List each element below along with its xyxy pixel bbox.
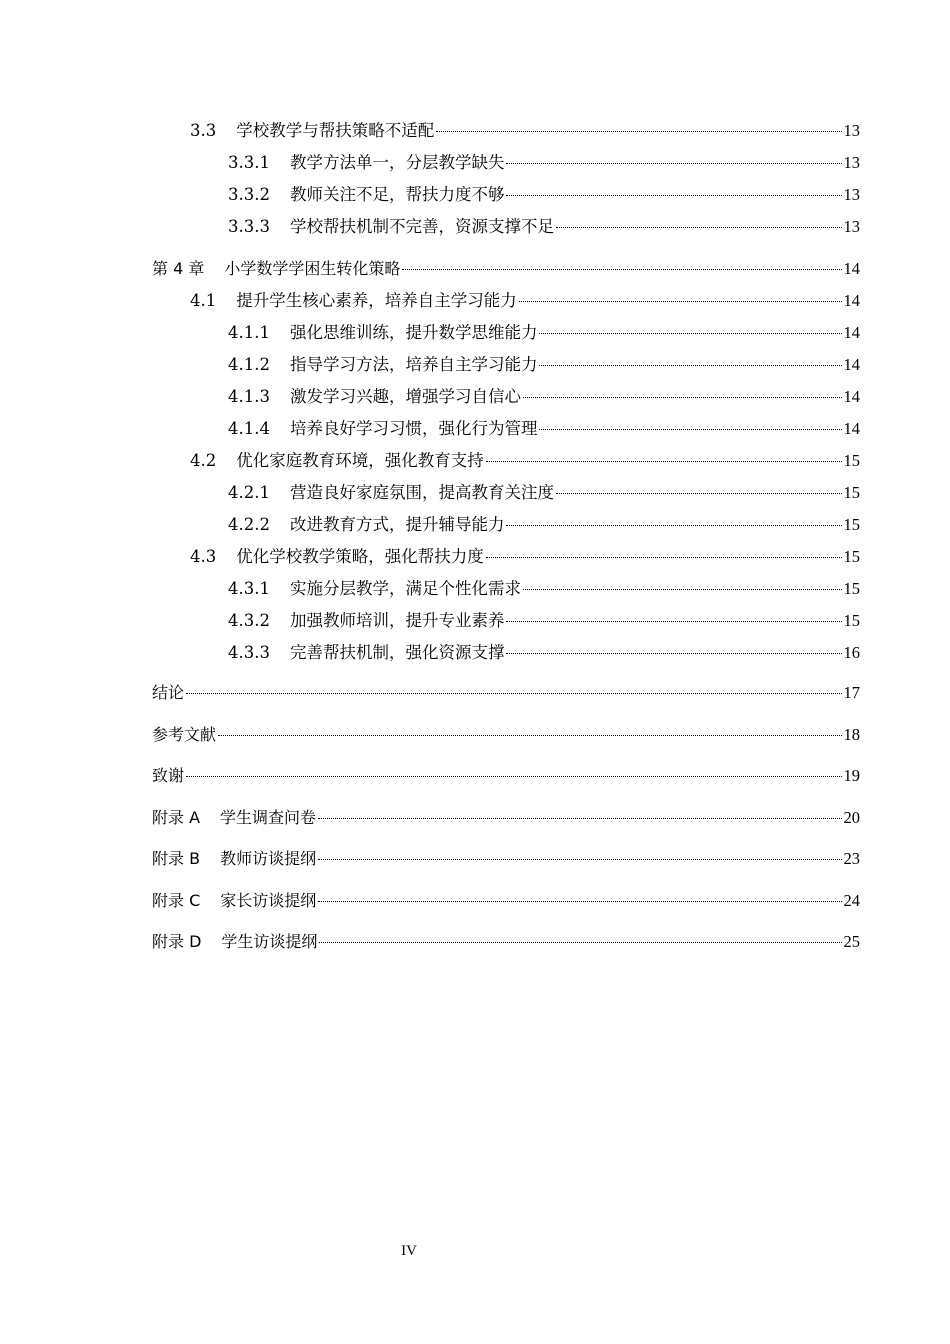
- toc-entry-number: 4.3.3: [228, 643, 270, 662]
- toc-entry-page: 13: [843, 153, 860, 172]
- toc-entry-number: 附录 C: [152, 891, 201, 910]
- toc-entry-number: 3.3: [190, 121, 217, 140]
- toc-dot-leader: [218, 735, 841, 736]
- toc-entry-number: 4.3.2: [228, 611, 270, 630]
- toc-entry[interactable]: [152, 765, 860, 787]
- toc-entry-page: 15: [843, 611, 860, 630]
- toc-entry[interactable]: [228, 216, 860, 238]
- toc-entry-page: 16: [843, 643, 860, 662]
- toc-entry-number: 4.1: [190, 291, 217, 310]
- toc-dot-leader: [506, 653, 841, 654]
- toc-dot-leader: [486, 557, 842, 558]
- toc-entry-title: 学生访谈提纲: [221, 932, 318, 951]
- toc-dot-leader: [486, 461, 842, 462]
- toc-entry-title: 家长访谈提纲: [220, 891, 317, 910]
- toc-entry[interactable]: [152, 848, 860, 870]
- toc-entry[interactable]: [228, 152, 860, 174]
- toc-entry-number: 3.3.3: [228, 217, 270, 236]
- toc-entry-page: 13: [843, 121, 860, 140]
- toc-entry-number: 4.3.1: [228, 579, 270, 598]
- toc-dot-leader: [556, 493, 842, 494]
- toc-entry-title: 营造良好家庭氛围，提高教育关注度: [289, 483, 554, 502]
- toc-entry-title: 学校帮扶机制不完善，资源支撑不足: [289, 217, 554, 236]
- toc-entry-number: 附录 A: [152, 808, 201, 827]
- toc-entry[interactable]: [152, 682, 860, 704]
- toc-entry-title: 完善帮扶机制，强化资源支撑: [289, 643, 505, 662]
- toc-entry-page: 14: [843, 291, 860, 310]
- toc-entry[interactable]: [190, 450, 860, 472]
- toc-dot-leader: [539, 365, 841, 366]
- toc-entry[interactable]: [228, 578, 860, 600]
- toc-entry[interactable]: [228, 514, 860, 536]
- toc-entry-page: 13: [843, 185, 860, 204]
- toc-entry-title: 致谢: [152, 766, 185, 785]
- toc-entry-title: 强化思维训练，提升数学思维能力: [289, 323, 538, 342]
- toc-entry-page: 15: [843, 579, 860, 598]
- toc-entry-number: 4.3: [190, 547, 217, 566]
- toc-entry-title: 教学方法单一，分层教学缺失: [289, 153, 505, 172]
- toc-entry-page: 18: [843, 725, 860, 744]
- toc-entry[interactable]: [152, 724, 860, 746]
- toc-entry-title: 加强教师培训，提升专业素养: [289, 611, 505, 630]
- toc-entry-page: 15: [843, 483, 860, 502]
- toc-dot-leader: [523, 589, 842, 590]
- toc-dot-leader: [539, 333, 841, 334]
- toc-entry-title: 学生调查问卷: [220, 808, 317, 827]
- toc-entry-number: 4.2: [190, 451, 217, 470]
- toc-entry-number: 4.1.2: [228, 355, 270, 374]
- toc-entry-page: 14: [843, 323, 860, 342]
- toc-entry-title: 激发学习兴趣，增强学习自信心: [289, 387, 521, 406]
- toc-entry-title: 实施分层教学，满足个性化需求: [289, 579, 521, 598]
- toc-dot-leader: [186, 693, 841, 694]
- toc-entry[interactable]: [190, 546, 860, 568]
- toc-dot-leader: [506, 163, 841, 164]
- toc-entry-number: 附录 B: [152, 849, 201, 868]
- toc-entry[interactable]: [152, 807, 860, 829]
- toc-dot-leader: [402, 269, 841, 270]
- toc-entry-title: 培养良好学习习惯，强化行为管理: [289, 419, 538, 438]
- toc-dot-leader: [436, 131, 841, 132]
- toc-entry-page: 15: [843, 451, 860, 470]
- toc-entry[interactable]: [152, 931, 860, 953]
- toc-entry-number: 3.3.2: [228, 185, 270, 204]
- toc-entry[interactable]: [228, 386, 860, 408]
- toc-entry-title: 优化学校教学策略，强化帮扶力度: [236, 547, 484, 566]
- toc-entry-title: 小学数学学困生转化策略: [224, 259, 401, 278]
- toc-entry-title: 指导学习方法，培养自主学习能力: [289, 355, 538, 374]
- toc-entry-number: 第 4 章: [152, 259, 205, 278]
- toc-entry-page: 13: [843, 217, 860, 236]
- toc-dot-leader: [506, 525, 841, 526]
- page-number: IV: [401, 1243, 417, 1259]
- toc-entry-page: 25: [843, 932, 860, 951]
- toc-entry[interactable]: [228, 184, 860, 206]
- toc-entry-title: 教师关注不足，帮扶力度不够: [289, 185, 505, 204]
- toc-entry-page: 24: [843, 891, 860, 910]
- toc-entry[interactable]: [152, 258, 860, 280]
- toc-dot-leader: [318, 901, 841, 902]
- toc-entry-title: 提升学生核心素养，培养自主学习能力: [236, 291, 517, 310]
- toc-entry-page: 14: [843, 355, 860, 374]
- toc-entry-number: 4.1.4: [228, 419, 270, 438]
- toc-entry[interactable]: [228, 354, 860, 376]
- toc-dot-leader: [186, 776, 841, 777]
- toc-entry[interactable]: [190, 290, 860, 312]
- toc-entry-page: 15: [843, 515, 860, 534]
- toc-entry-title: 教师访谈提纲: [220, 849, 317, 868]
- toc-entry-page: 19: [843, 766, 860, 785]
- toc-entry-page: 15: [843, 547, 860, 566]
- toc-entry-page: 14: [843, 387, 860, 406]
- toc-dot-leader: [318, 859, 841, 860]
- toc-dot-leader: [556, 227, 842, 228]
- toc-dot-leader: [319, 942, 841, 943]
- toc-entry-title: 学校教学与帮扶策略不适配: [236, 121, 435, 140]
- toc-entry-number: 4.2.1: [228, 483, 270, 502]
- toc-entry-number: 4.2.2: [228, 515, 270, 534]
- toc-dot-leader: [539, 429, 841, 430]
- toc-entry[interactable]: [228, 610, 860, 632]
- toc-entry[interactable]: [228, 418, 860, 440]
- toc-entry-title: 结论: [152, 683, 185, 702]
- toc-entry-page: 20: [843, 808, 860, 827]
- toc-entry[interactable]: [190, 120, 860, 142]
- toc-entry[interactable]: [152, 890, 860, 912]
- toc-entry-page: 14: [843, 419, 860, 438]
- toc-entry-page: 17: [843, 683, 860, 702]
- toc-dot-leader: [318, 818, 841, 819]
- toc-entry-number: 附录 D: [152, 932, 202, 951]
- toc-entry-page: 23: [843, 849, 860, 868]
- toc-entry[interactable]: [228, 482, 860, 504]
- toc-dot-leader: [523, 397, 842, 398]
- toc-dot-leader: [519, 301, 842, 302]
- toc-dot-leader: [506, 621, 841, 622]
- toc-entry-page: 14: [843, 259, 860, 278]
- toc-entry-title: 参考文献: [152, 725, 217, 744]
- toc-entry-number: 4.1.1: [228, 323, 270, 342]
- toc-dot-leader: [506, 195, 841, 196]
- toc-entry-number: 4.1.3: [228, 387, 270, 406]
- toc-entry[interactable]: [228, 642, 860, 664]
- toc-entry-number: 3.3.1: [228, 153, 270, 172]
- toc-entry-title: 改进教育方式，提升辅导能力: [289, 515, 505, 534]
- toc-entry-title: 优化家庭教育环境，强化教育支持: [236, 451, 484, 470]
- toc-entry[interactable]: [228, 322, 860, 344]
